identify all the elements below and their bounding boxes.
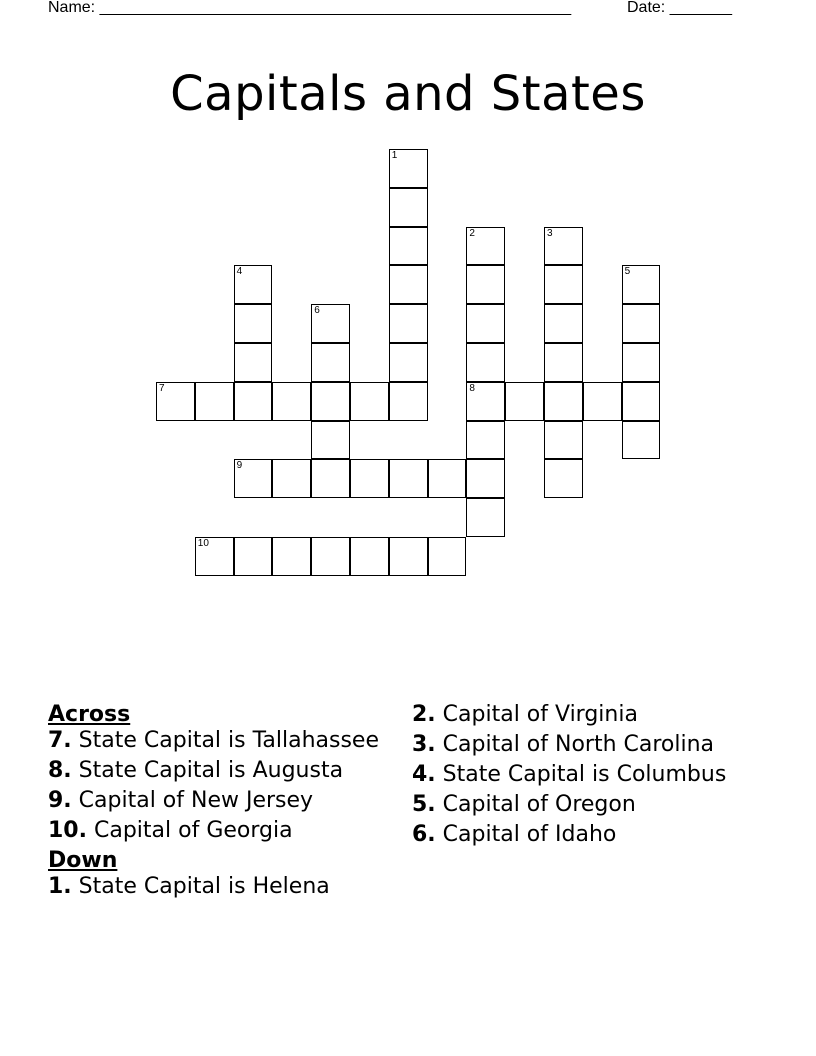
clue-number: 3. [412, 732, 436, 757]
crossword-cell[interactable] [389, 265, 428, 304]
crossword-cell[interactable] [544, 421, 583, 460]
crossword-cell[interactable] [544, 459, 583, 498]
crossword-cell[interactable] [544, 382, 583, 421]
clue-text: Capital of North Carolina [442, 732, 715, 757]
crossword-cell[interactable] [466, 227, 505, 266]
crossword-cell[interactable] [622, 421, 661, 460]
crossword-cell[interactable] [350, 382, 389, 421]
clue-down-4 [412, 762, 752, 788]
crossword-cell[interactable] [389, 188, 428, 227]
name-label: Name: [48, 0, 96, 16]
clues-left-column [48, 702, 388, 904]
crossword-cell[interactable] [195, 382, 234, 421]
date-label: Date: [627, 0, 666, 16]
clue-down-6 [412, 822, 752, 848]
clue-text: State Capital is Columbus [442, 762, 727, 787]
clue-text: State Capital is Augusta [78, 758, 344, 783]
crossword-cell[interactable] [466, 304, 505, 343]
cell-number: 1 [391, 150, 398, 161]
crossword-cell[interactable] [544, 304, 583, 343]
clue-across-9 [48, 788, 388, 814]
clue-across-7 [48, 728, 388, 754]
crossword-cell[interactable] [505, 382, 544, 421]
clue-number: 5. [412, 792, 436, 817]
crossword-cell[interactable] [622, 343, 661, 382]
date-blank[interactable]: _______ [669, 0, 732, 16]
clue-text: Capital of Oregon [442, 792, 636, 817]
crossword-cell[interactable] [234, 382, 273, 421]
clue-number: 2. [412, 702, 436, 727]
crossword-cell[interactable] [622, 382, 661, 421]
clue-text: Capital of Virginia [442, 702, 638, 727]
crossword-cell[interactable] [311, 459, 350, 498]
name-blank[interactable]: _____________________________________________________ [99, 0, 572, 16]
crossword-cell[interactable] [389, 537, 428, 576]
crossword-cell[interactable] [466, 421, 505, 460]
clue-text: State Capital is Helena [78, 874, 330, 899]
crossword-cell[interactable] [234, 265, 273, 304]
crossword-cell[interactable] [544, 343, 583, 382]
crossword-cell[interactable] [350, 537, 389, 576]
crossword-cell[interactable] [350, 459, 389, 498]
crossword-cell[interactable] [234, 459, 273, 498]
clue-down-3 [412, 732, 752, 758]
cell-number: 9 [236, 460, 243, 472]
clue-number: 4. [412, 762, 436, 787]
clue-down-2 [412, 702, 752, 728]
cell-number: 3 [547, 227, 553, 239]
crossword-cell[interactable] [311, 537, 350, 576]
crossword-cell[interactable] [428, 459, 467, 498]
clue-text: Capital of Georgia [93, 818, 293, 843]
crossword-cell[interactable] [428, 537, 467, 576]
crossword-cell[interactable] [311, 382, 350, 421]
clue-down-1 [48, 874, 388, 900]
clue-number: 7. [48, 728, 72, 753]
crossword-cell[interactable] [544, 265, 583, 304]
clue-number: 10. [48, 818, 87, 843]
crossword-cell[interactable] [272, 459, 311, 498]
clue-down-5 [412, 792, 752, 818]
clue-across-8 [48, 758, 388, 784]
cell-number: 5 [624, 266, 631, 278]
crossword-cell[interactable] [272, 382, 311, 421]
crossword-cell[interactable] [311, 421, 350, 460]
crossword-cell[interactable] [272, 537, 311, 576]
crossword-cell[interactable] [389, 343, 428, 382]
page-title: Capitals and States [170, 66, 646, 123]
clue-number: 9. [48, 788, 72, 813]
crossword-cell[interactable] [544, 227, 583, 266]
crossword-cell[interactable] [311, 343, 350, 382]
crossword-cell[interactable] [234, 537, 273, 576]
crossword-cell[interactable] [466, 382, 505, 421]
cell-number: 8 [469, 382, 475, 394]
crossword-cell[interactable] [234, 343, 273, 382]
clue-number: 8. [48, 758, 72, 783]
crossword-cell[interactable] [622, 265, 661, 304]
down-heading: Down [48, 848, 118, 873]
clue-text: Capital of Idaho [442, 822, 617, 847]
clue-across-10 [48, 818, 388, 844]
crossword-cell[interactable] [195, 537, 234, 576]
crossword-cell[interactable] [389, 304, 428, 343]
cell-number: 6 [314, 305, 320, 317]
cell-number: 4 [236, 266, 243, 278]
clues-right-column [412, 702, 752, 852]
crossword-cell[interactable] [466, 459, 505, 498]
clue-number: 6. [412, 822, 436, 847]
cell-number: 7 [159, 382, 165, 394]
cell-number: 2 [469, 227, 475, 239]
crossword-cell[interactable] [466, 498, 505, 537]
crossword-cell[interactable] [311, 304, 350, 343]
crossword-cell[interactable] [389, 149, 428, 188]
clue-text: State Capital is Tallahassee [78, 728, 380, 753]
crossword-cell[interactable] [466, 265, 505, 304]
crossword-cell[interactable] [622, 304, 661, 343]
crossword-cell[interactable] [389, 227, 428, 266]
crossword-cell[interactable] [466, 343, 505, 382]
crossword-cell[interactable] [583, 382, 622, 421]
across-heading: Across [48, 702, 131, 727]
cell-number: 10 [197, 538, 209, 549]
crossword-cell[interactable] [389, 459, 428, 498]
clue-text: Capital of New Jersey [78, 788, 314, 813]
crossword-cell[interactable] [234, 304, 273, 343]
crossword-cell[interactable] [389, 382, 428, 421]
clue-number: 1. [48, 874, 72, 899]
crossword-cell[interactable] [156, 382, 195, 421]
